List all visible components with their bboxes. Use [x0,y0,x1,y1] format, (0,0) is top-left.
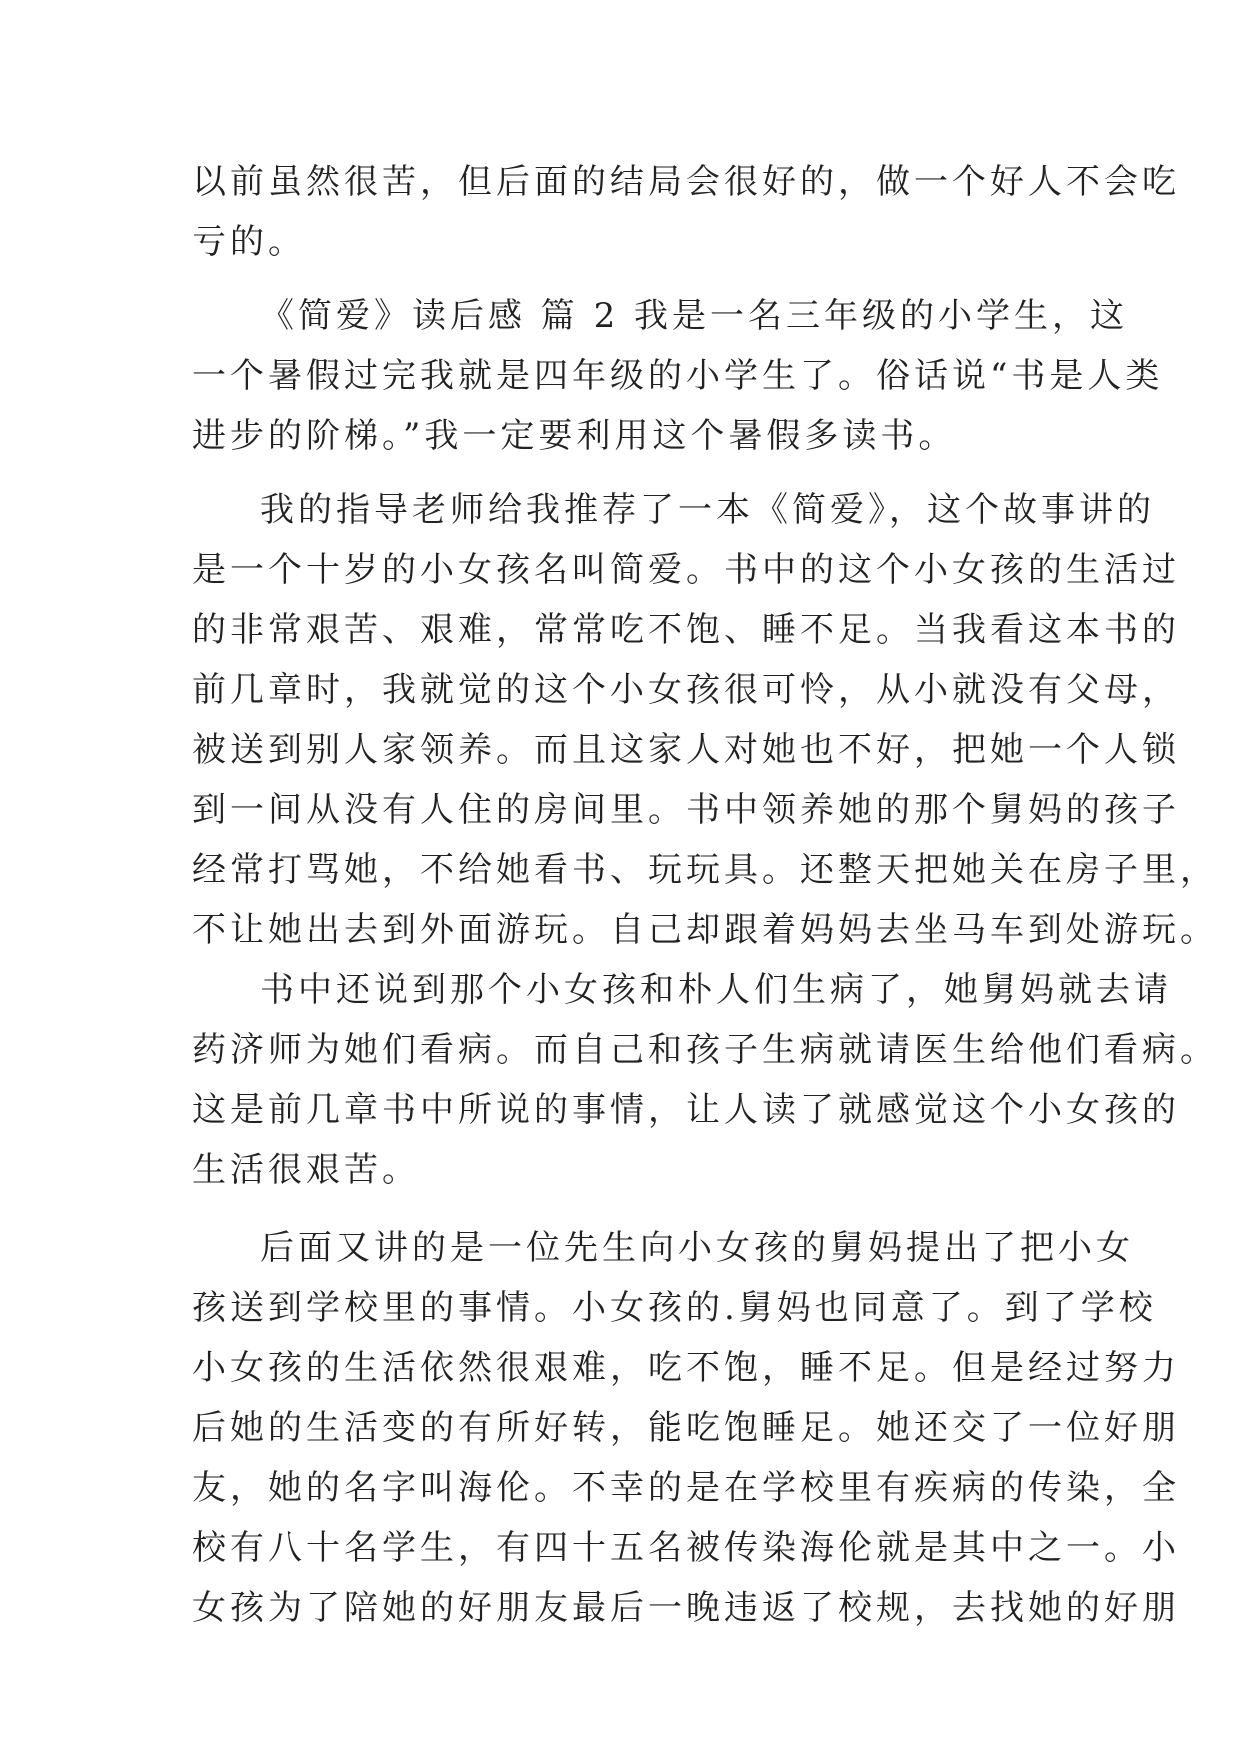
text-line: 后她的生活变的有所好转，能吃饱睡足。她还交了一位好朋 [192,1408,1180,1448]
text-line: 是一个十岁的小女孩名叫简爱。书中的这个小女孩的生活过 [192,550,1180,590]
text-line: 前几章时，我就觉的这个小女孩很可怜，从小就没有父母， [192,670,1180,710]
text-line: 这是前几章书中所说的事情，让人读了就感觉这个小女孩的 [192,1090,1180,1130]
text-line: 到一间从没有人住的房间里。书中领养她的那个舅妈的孩子 [192,790,1180,830]
text-line: 不让她出去到外面游玩。自己却跟着妈妈去坐马车到处游玩。 [192,910,1218,950]
paragraph-start-line: 我的指导老师给我推荐了一本《简爱》，这个故事讲的 [260,490,1155,530]
text-line: 生活很艰苦。 [192,1150,420,1190]
paragraph-start-line: 书中还说到那个小女孩和朴人们生病了，她舅妈就去请 [260,970,1172,1010]
text-line: 女孩为了陪她的好朋友最后一晚违返了校规，去找她的好朋 [192,1588,1180,1628]
text-line: 被送到别人家领养。而且这家人对她也不好，把她一个人锁 [192,730,1180,770]
text-line: 小女孩的生活依然很艰难，吃不饱，睡不足。但是经过努力 [192,1348,1180,1388]
section-heading-line: 《简爱》读后感 篇 2 我是一名三年级的小学生，这 [260,296,1129,336]
text-line: 一个暑假过完我就是四年级的小学生了。俗话说“书是人类 [192,356,1164,396]
text-line: 孩送到学校里的事情。小女孩的.舅妈也同意了。到了学校 [192,1288,1157,1328]
paragraph-start-line: 后面又讲的是一位先生向小女孩的舅妈提出了把小女 [260,1228,1134,1268]
text-line: 的非常艰苦、艰难，常常吃不饱、睡不足。当我看这本书的 [192,610,1180,650]
text-line: 药济师为她们看病。而自己和孩子生病就请医生给他们看病。 [192,1030,1218,1070]
text-line: 进步的阶梯。”我一定要利用这个暑假多读书。 [192,416,957,456]
text-line: 友，她的名字叫海伦。不幸的是在学校里有疾病的传染，全 [192,1468,1180,1508]
document-body [192,152,1218,1638]
text-line: 亏的。 [192,222,306,262]
text-line: 以前虽然很苦，但后面的结局会很好的，做一个好人不会吃 [192,162,1180,202]
text-line: 校有八十名学生，有四十五名被传染海伦就是其中之一。小 [192,1528,1180,1568]
text-line: 经常打骂她，不给她看书、玩玩具。还整天把她关在房子里， [192,850,1218,890]
